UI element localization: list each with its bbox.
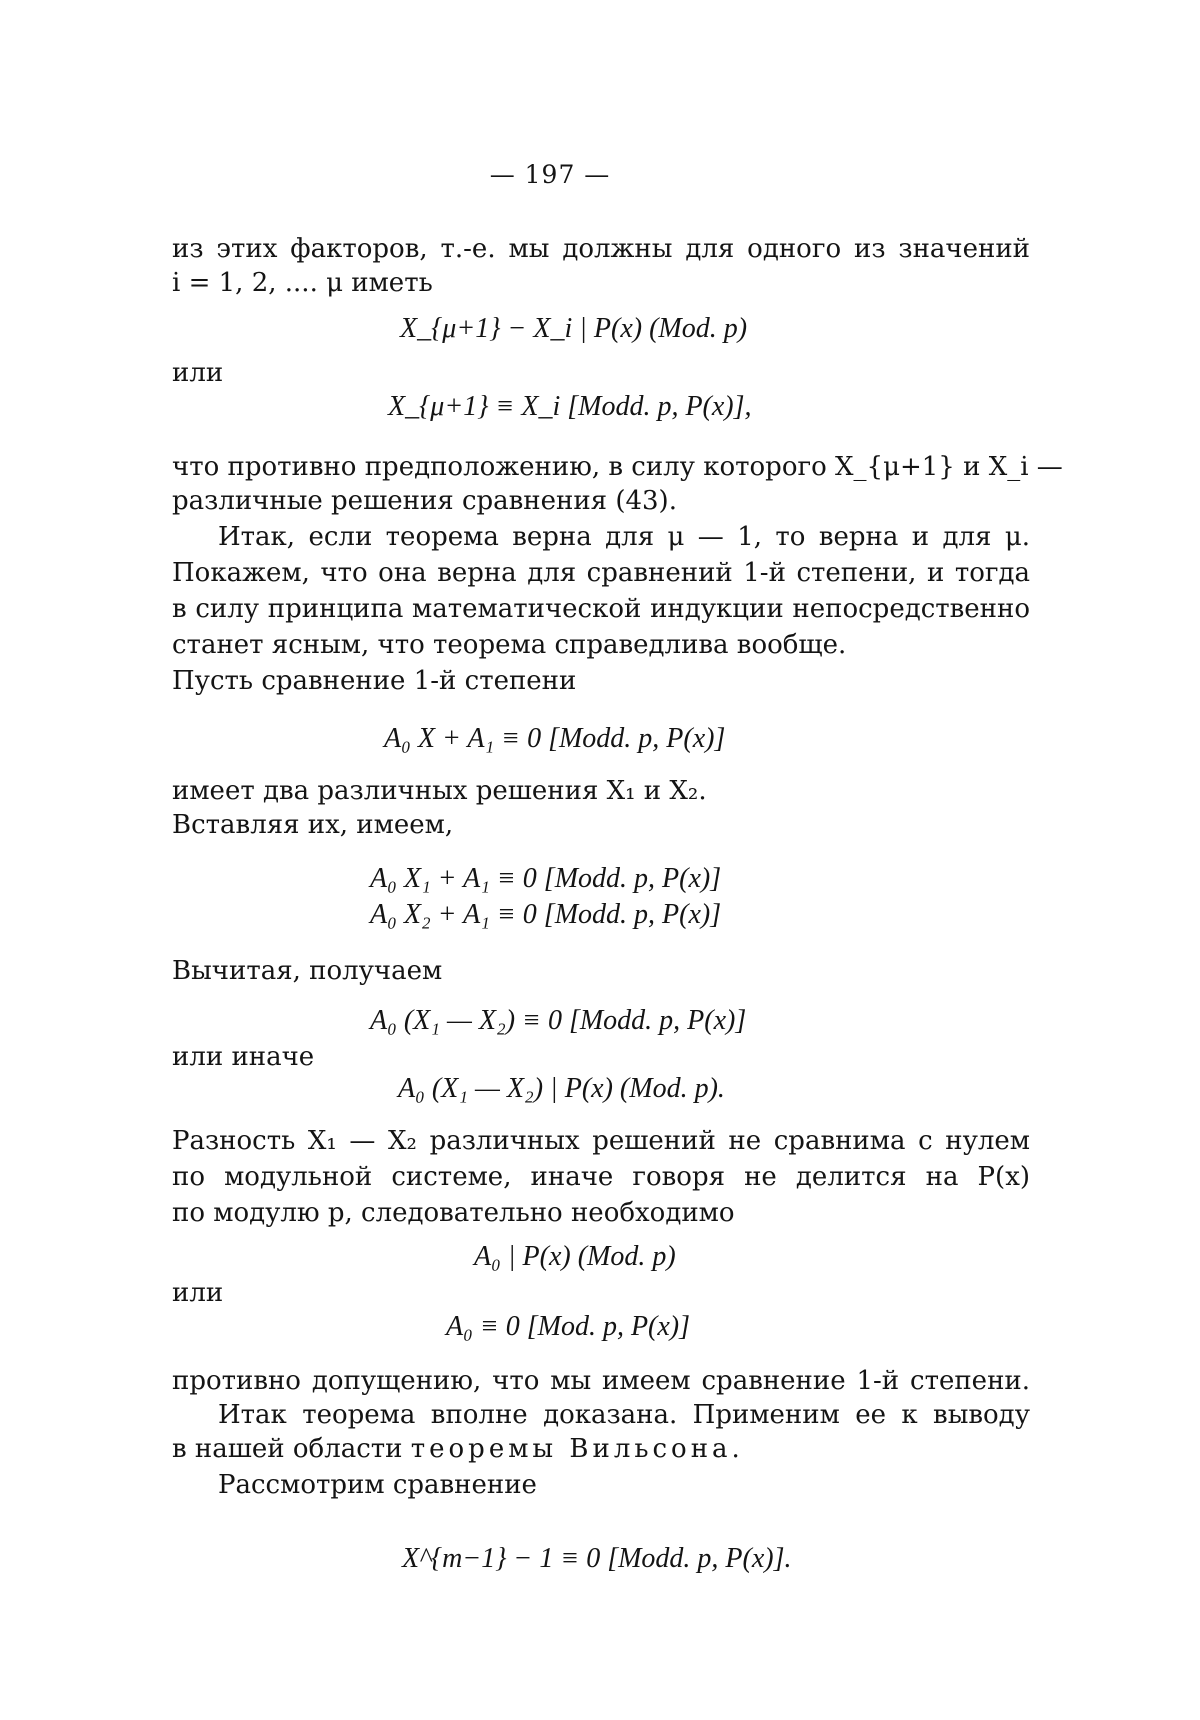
formula: A₀ (X₁ — X₂) ≡ 0 [Modd. p, P(x)] <box>370 1004 746 1038</box>
formula: A₀ X₂ + A₁ ≡ 0 [Modd. p, P(x)] <box>370 898 721 932</box>
text-line: из этих факторов, т.-е. мы должны для одного из значений <box>172 232 1030 266</box>
formula: A₀ X + A₁ ≡ 0 [Modd. p, P(x)] <box>384 722 725 756</box>
text-line: Вычитая, получаем <box>172 954 1030 988</box>
text-line: Рассмотрим сравнение <box>172 1468 1030 1502</box>
text-line <box>172 1432 1030 1466</box>
text-line: в силу принципа математической индукции непосредственно <box>172 592 1030 626</box>
text-line: Итак теорема вполне доказана. Применим ее к выводу <box>172 1398 1030 1432</box>
spaced-term: теоремы Вильсона. <box>411 1434 744 1464</box>
formula: X^{m−1} − 1 ≡ 0 [Modd. p, P(x)]. <box>402 1542 792 1576</box>
formula: A₀ X₁ + A₁ ≡ 0 [Modd. p, P(x)] <box>370 862 721 896</box>
text-line: i = 1, 2, .... μ иметь <box>172 266 1030 300</box>
formula: A₀ (X₁ — X₂) | P(x) (Mod. p). <box>398 1072 725 1106</box>
page <box>0 0 1200 1720</box>
formula: A₀ | P(x) (Mod. p) <box>474 1240 676 1274</box>
text-line: имеет два различных решения X₁ и X₂. <box>172 774 1030 808</box>
page-number: — 197 — <box>0 160 1100 189</box>
text-line: Вставляя их, имеем, <box>172 808 1030 842</box>
text-line: или <box>172 356 1030 390</box>
text-line: или иначе <box>172 1040 1030 1074</box>
text-line: Итак, если теорема верна для μ — 1, то верна и для μ. <box>172 520 1030 554</box>
text-line: Покажем, что она верна для сравнений 1-й степени, и тогда <box>172 556 1030 590</box>
formula: X_{μ+1} ≡ X_i [Modd. p, P(x)], <box>388 390 752 424</box>
text-line: станет ясным, что теорема справедлива вообще. <box>172 628 1030 662</box>
text-line: Пусть сравнение 1-й степени <box>172 664 1030 698</box>
text-line: противно допущению, что мы имеем сравнение 1-й степени. <box>172 1364 1030 1398</box>
text-line: или <box>172 1276 1030 1310</box>
text-span: в нашей области <box>172 1434 411 1464</box>
text-line: Разность X₁ — X₂ различных решений не сравнима с нулем <box>172 1124 1030 1158</box>
formula: X_{μ+1} − X_i | P(x) (Mod. p) <box>400 312 747 346</box>
text-line: что противно предположению, в силу которого X_{μ+1} и X_i — <box>172 450 1030 484</box>
text-line: различные решения сравнения (43). <box>172 484 1030 518</box>
text-line: по модульной системе, иначе говоря не делится на P(x) <box>172 1160 1030 1194</box>
formula: A₀ ≡ 0 [Mod. p, P(x)] <box>446 1310 690 1344</box>
text-line: по модулю p, следовательно необходимо <box>172 1196 1030 1230</box>
